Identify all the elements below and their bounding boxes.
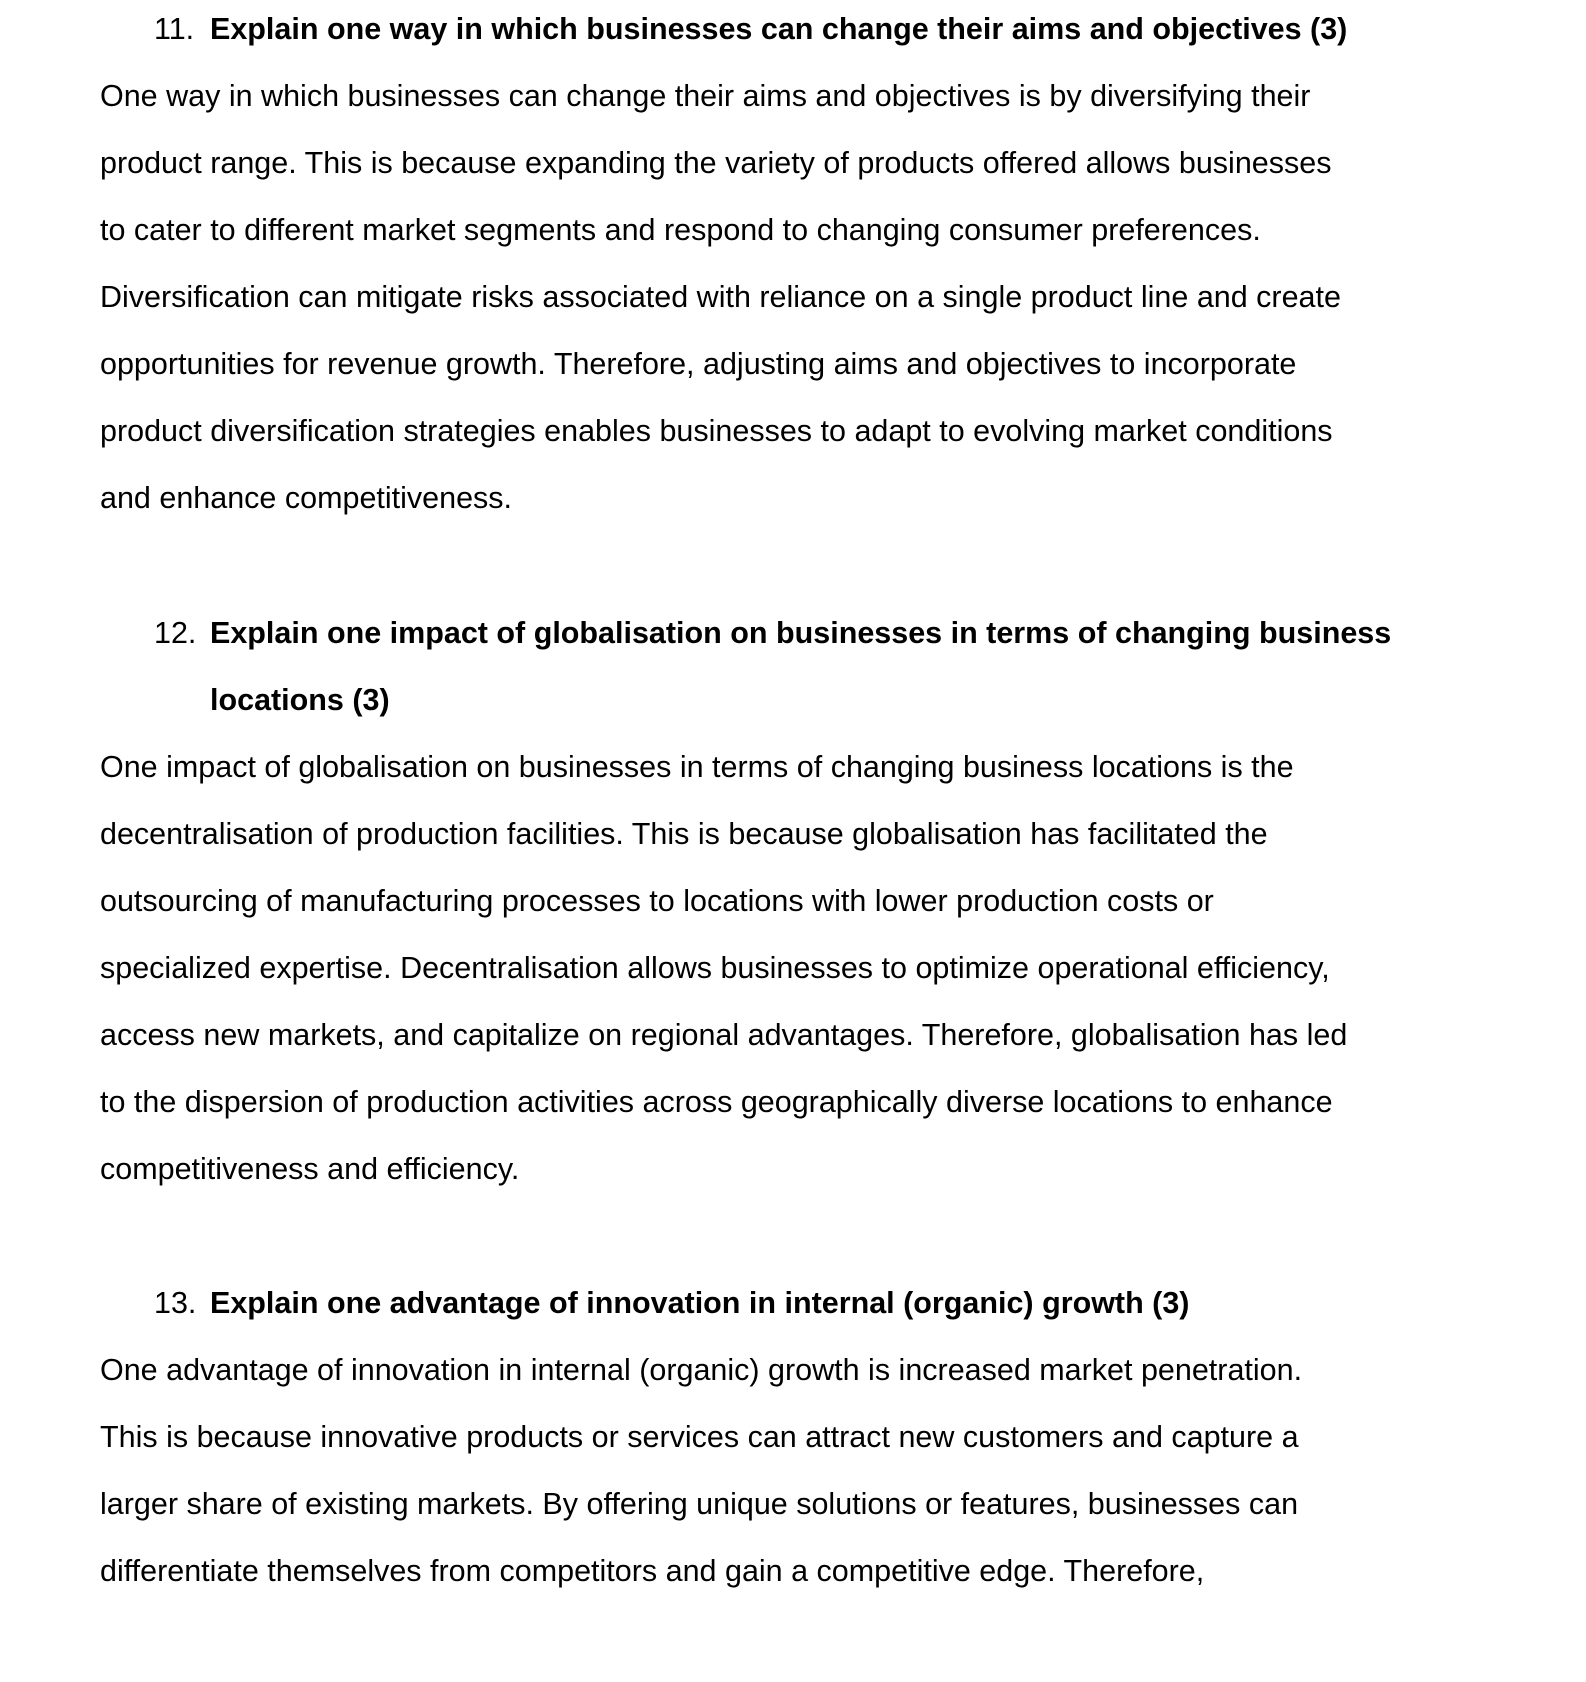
answer-line: and enhance competitiveness.	[100, 481, 513, 515]
answer-line: product range. This is because expanding the variety of products offered allows businesses	[100, 146, 1332, 180]
answer-line: One advantage of innovation in internal (organic) growth is increased market penetration.	[100, 1353, 1303, 1387]
answer-line: One way in which businesses can change their aims and objectives is by diversifying their	[100, 79, 1311, 113]
answer-line: to the dispersion of production activities across geographically diverse locations to enhance	[100, 1085, 1333, 1119]
question-title: Explain one advantage of innovation in internal (organic) growth (3)	[210, 1286, 1190, 1320]
answer-line: decentralisation of production facilities. This is because globalisation has facilitated the	[100, 817, 1268, 851]
answer-line: to cater to different market segments and respond to changing consumer preferences.	[100, 213, 1261, 247]
answer-line: outsourcing of manufacturing processes to locations with lower production costs or	[100, 884, 1214, 918]
question-number: 11.	[154, 12, 195, 46]
answer-line: Diversification can mitigate risks associated with reliance on a single product line and create	[100, 280, 1341, 314]
answer-line: product diversification strategies enables businesses to adapt to evolving market conditions	[100, 414, 1333, 448]
question-number: 13.	[154, 1286, 197, 1320]
question-11-heading	[154, 0, 1454, 63]
answer-line: opportunities for revenue growth. Therefore, adjusting aims and objectives to incorporate	[100, 347, 1297, 381]
question-number: 12.	[154, 616, 197, 650]
answer-line: This is because innovative products or services can attract new customers and capture a	[100, 1420, 1299, 1454]
answer-line: One impact of globalisation on businesses in terms of changing business locations is the	[100, 750, 1294, 784]
answer-line: larger share of existing markets. By offering unique solutions or features, businesses can	[100, 1487, 1299, 1521]
question-12-answer	[100, 734, 1500, 1203]
question-13-answer	[100, 1337, 1500, 1605]
question-13-heading	[154, 1270, 1454, 1337]
question-title: Explain one way in which businesses can change their aims and objectives (3)	[210, 12, 1348, 46]
answer-line: access new markets, and capitalize on regional advantages. Therefore, globalisation has led	[100, 1018, 1348, 1052]
answer-line: competitiveness and efficiency.	[100, 1152, 520, 1186]
question-12-heading	[154, 600, 1454, 734]
question-title: Explain one impact of globalisation on businesses in terms of changing business locations (3)	[210, 616, 1392, 717]
question-11-answer	[100, 63, 1500, 532]
answer-line: differentiate themselves from competitors and gain a competitive edge. Therefore,	[100, 1554, 1205, 1588]
answer-line: specialized expertise. Decentralisation allows businesses to optimize operational efficiency,	[100, 951, 1330, 985]
